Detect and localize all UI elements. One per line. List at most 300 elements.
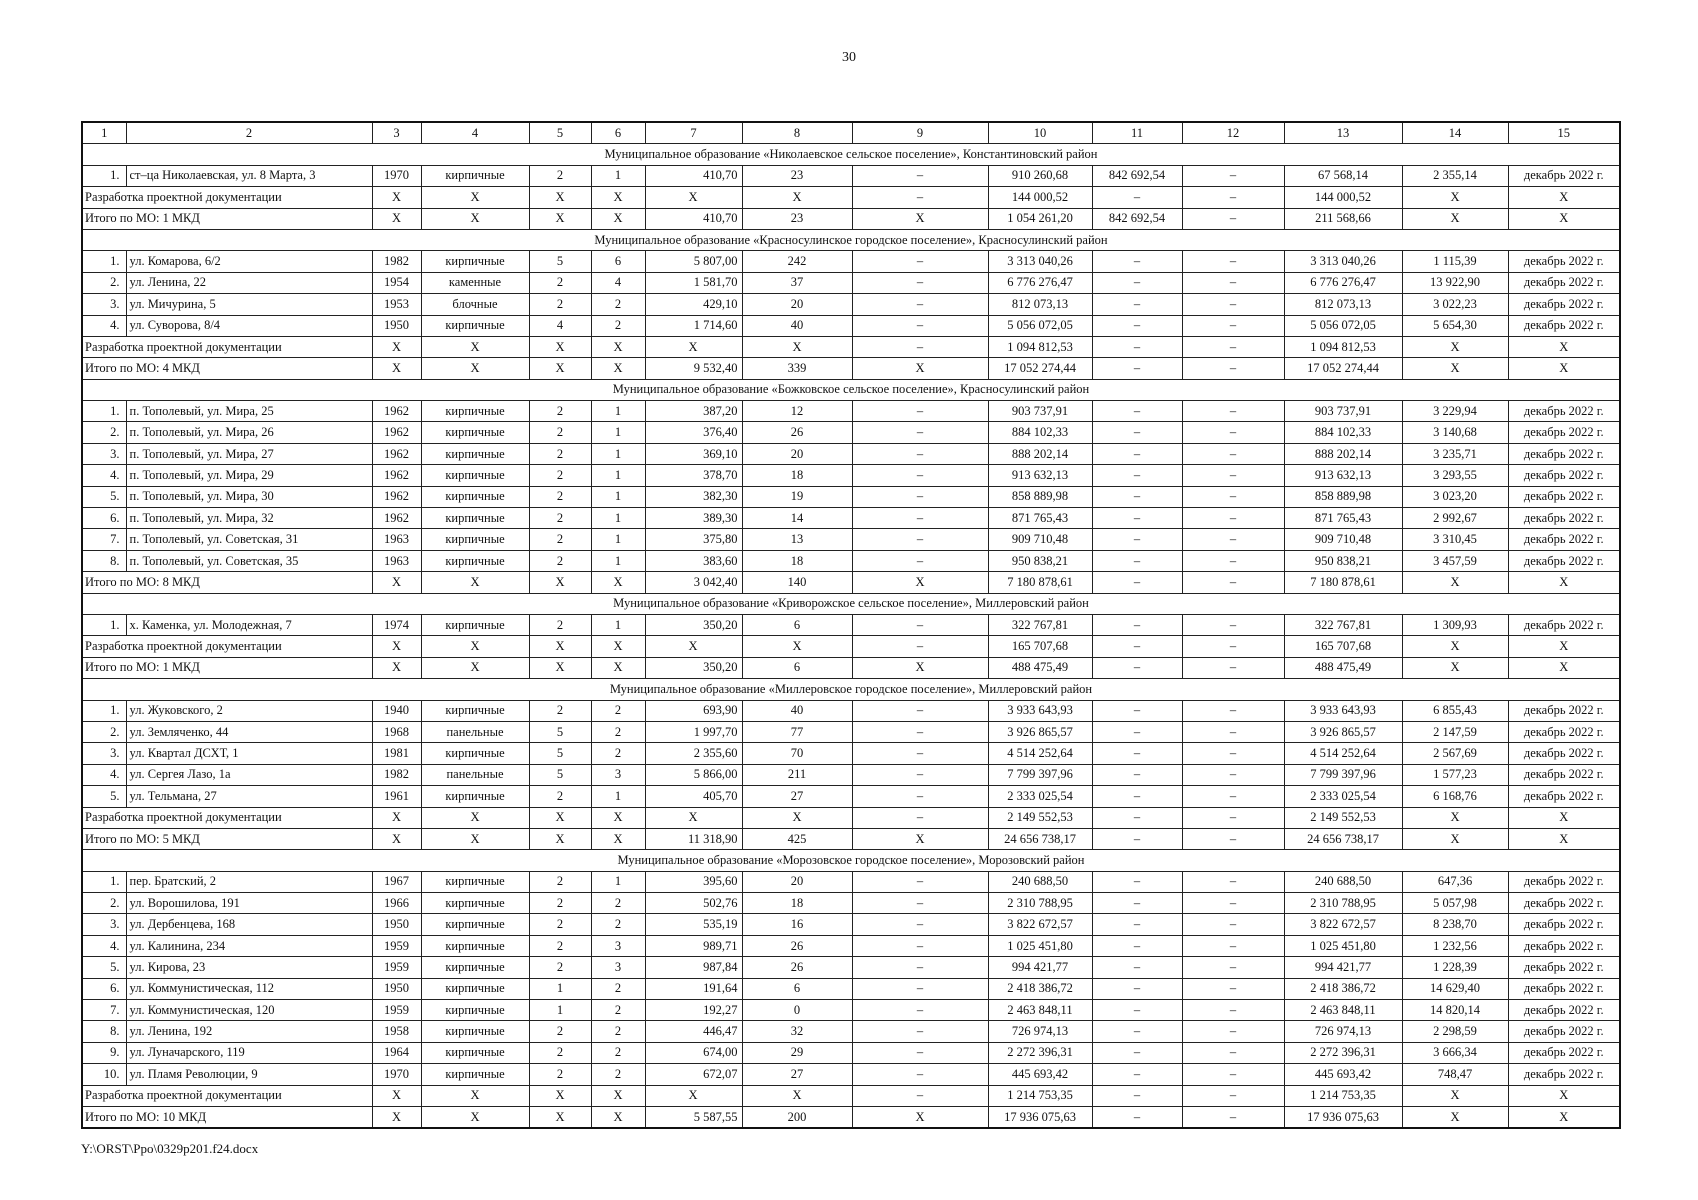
table-cell: ул. Суворова, 8/4: [126, 315, 372, 336]
table-cell: 387,20: [645, 401, 742, 422]
table-cell: 3 666,34: [1402, 1042, 1508, 1063]
table-cell: 2: [529, 294, 591, 315]
table-cell: декабрь 2022 г.: [1508, 614, 1620, 635]
table-cell: 5: [529, 721, 591, 742]
table-cell: –: [1092, 550, 1182, 571]
table-cell: Итого по МО: 8 МКД: [82, 572, 372, 593]
table-cell: 748,47: [1402, 1064, 1508, 1085]
header-cell: 8: [742, 122, 852, 144]
table-cell: –: [1182, 1042, 1284, 1063]
table-cell: 6.: [82, 978, 126, 999]
table-cell: 375,80: [645, 529, 742, 550]
table-cell: X: [852, 358, 988, 379]
table-cell: 37: [742, 272, 852, 293]
table-cell: X: [372, 208, 421, 229]
table-cell: X: [529, 358, 591, 379]
table-cell: 987,84: [645, 957, 742, 978]
header-cell: 1: [82, 122, 126, 144]
table-cell: 7 180 878,61: [988, 572, 1092, 593]
table-cell: X: [591, 636, 645, 657]
table-cell: –: [1182, 294, 1284, 315]
table-cell: 18: [742, 893, 852, 914]
table-cell: –: [1092, 957, 1182, 978]
table-cell: 445 693,42: [1284, 1064, 1402, 1085]
table-cell: 2: [529, 786, 591, 807]
table-cell: X: [852, 657, 988, 678]
table-cell: декабрь 2022 г.: [1508, 1064, 1620, 1085]
table-cell: X: [372, 572, 421, 593]
table-cell: декабрь 2022 г.: [1508, 550, 1620, 571]
table-cell: X: [421, 807, 529, 828]
table-cell: 11 318,90: [645, 828, 742, 849]
table-cell: 1982: [372, 251, 421, 272]
table-cell: X: [1402, 1085, 1508, 1106]
table-cell: 884 102,33: [988, 422, 1092, 443]
table-cell: –: [1092, 978, 1182, 999]
table-cell: –: [1092, 187, 1182, 208]
table-cell: кирпичные: [421, 700, 529, 721]
table-cell: 693,90: [645, 700, 742, 721]
table-cell: Итого по МО: 1 МКД: [82, 657, 372, 678]
total-row: [82, 358, 1620, 379]
table-cell: –: [852, 1021, 988, 1042]
table-cell: п. Тополевый, ул. Мира, 25: [126, 401, 372, 422]
table-cell: 1: [591, 486, 645, 507]
table-cell: –: [1092, 1106, 1182, 1128]
table-cell: –: [1092, 807, 1182, 828]
table-cell: Итого по МО: 1 МКД: [82, 208, 372, 229]
design-docs-row: [82, 807, 1620, 828]
table-cell: –: [852, 871, 988, 892]
table-cell: 6 776 276,47: [988, 272, 1092, 293]
table-cell: 17 936 075,63: [1284, 1106, 1402, 1128]
table-cell: 14: [742, 508, 852, 529]
table-cell: п. Тополевый, ул. Мира, 26: [126, 422, 372, 443]
table-cell: декабрь 2022 г.: [1508, 786, 1620, 807]
table-cell: 1962: [372, 508, 421, 529]
table-cell: 910 260,68: [988, 165, 1092, 186]
table-cell: X: [1508, 657, 1620, 678]
table-cell: декабрь 2022 г.: [1508, 978, 1620, 999]
header-cell: 15: [1508, 122, 1620, 144]
table-cell: кирпичные: [421, 315, 529, 336]
table-cell: X: [421, 1106, 529, 1128]
table-cell: 1 997,70: [645, 721, 742, 742]
table-cell: –: [1182, 358, 1284, 379]
table-cell: 446,47: [645, 1021, 742, 1042]
table-cell: 1940: [372, 700, 421, 721]
table-cell: кирпичные: [421, 871, 529, 892]
table-cell: 7 799 397,96: [1284, 764, 1402, 785]
table-cell: 1953: [372, 294, 421, 315]
table-cell: 77: [742, 721, 852, 742]
table-cell: X: [1402, 572, 1508, 593]
table-cell: 1: [591, 529, 645, 550]
table-cell: 425: [742, 828, 852, 849]
table-cell: 16: [742, 914, 852, 935]
table-cell: 3.: [82, 294, 126, 315]
table-cell: –: [1182, 636, 1284, 657]
table-cell: –: [852, 764, 988, 785]
table-cell: 1968: [372, 721, 421, 742]
table-cell: 3 926 865,57: [1284, 721, 1402, 742]
table-cell: кирпичные: [421, 465, 529, 486]
table-cell: X: [372, 636, 421, 657]
table-cell: кирпичные: [421, 1021, 529, 1042]
table-cell: X: [645, 807, 742, 828]
table-row: [82, 165, 1620, 186]
table-cell: кирпичные: [421, 743, 529, 764]
table-cell: 7.: [82, 1000, 126, 1021]
table-cell: 1974: [372, 614, 421, 635]
table-cell: 1959: [372, 935, 421, 956]
table-cell: 2 272 396,31: [1284, 1042, 1402, 1063]
table-cell: X: [529, 1085, 591, 1106]
table-cell: –: [1182, 208, 1284, 229]
table-cell: 903 737,91: [1284, 401, 1402, 422]
table-cell: –: [1092, 465, 1182, 486]
table-cell: декабрь 2022 г.: [1508, 871, 1620, 892]
table-cell: X: [591, 1106, 645, 1128]
section-title-row: [82, 593, 1620, 614]
table-row: [82, 935, 1620, 956]
table-cell: 2: [591, 1021, 645, 1042]
table-cell: –: [1092, 1042, 1182, 1063]
table-cell: 2: [591, 978, 645, 999]
table-cell: 1966: [372, 893, 421, 914]
table-row: [82, 786, 1620, 807]
table-cell: 2 310 788,95: [988, 893, 1092, 914]
table-cell: 410,70: [645, 165, 742, 186]
table-cell: X: [1508, 828, 1620, 849]
table-cell: 1.: [82, 700, 126, 721]
table-cell: 5 056 072,05: [988, 315, 1092, 336]
table-cell: панельные: [421, 721, 529, 742]
table-cell: 211 568,66: [1284, 208, 1402, 229]
table-cell: 5.: [82, 786, 126, 807]
table-cell: 4.: [82, 465, 126, 486]
table-cell: X: [1402, 657, 1508, 678]
table-cell: кирпичные: [421, 614, 529, 635]
table-cell: 842 692,54: [1092, 165, 1182, 186]
table-cell: 871 765,43: [1284, 508, 1402, 529]
table-cell: –: [1092, 508, 1182, 529]
table-cell: 2: [529, 422, 591, 443]
table-cell: 3 293,55: [1402, 465, 1508, 486]
table-cell: 812 073,13: [1284, 294, 1402, 315]
table-cell: –: [1092, 914, 1182, 935]
header-cell: 2: [126, 122, 372, 144]
table-cell: 1: [591, 465, 645, 486]
table-cell: ул. Тельмана, 27: [126, 786, 372, 807]
table-cell: –: [852, 315, 988, 336]
table-cell: 1: [591, 508, 645, 529]
table-cell: 3: [591, 935, 645, 956]
table-cell: 994 421,77: [988, 957, 1092, 978]
table-cell: –: [1182, 1064, 1284, 1085]
table-cell: –: [1182, 657, 1284, 678]
table-cell: –: [852, 786, 988, 807]
table-cell: декабрь 2022 г.: [1508, 443, 1620, 464]
table-cell: Разработка проектной документации: [82, 187, 372, 208]
section-title: Муниципальное образование «Криворожское сельское поселение», Миллеровский район: [82, 593, 1620, 614]
table-cell: –: [1092, 1021, 1182, 1042]
header-cell: 4: [421, 122, 529, 144]
table-row: [82, 1000, 1620, 1021]
table-cell: –: [1182, 465, 1284, 486]
table-cell: 3 926 865,57: [988, 721, 1092, 742]
table-cell: ул. Пламя Революции, 9: [126, 1064, 372, 1085]
table-cell: 5: [529, 764, 591, 785]
table-cell: 240 688,50: [1284, 871, 1402, 892]
table-cell: 40: [742, 700, 852, 721]
table-cell: 903 737,91: [988, 401, 1092, 422]
table-cell: 1 115,39: [1402, 251, 1508, 272]
table-cell: декабрь 2022 г.: [1508, 1000, 1620, 1021]
table-cell: 5 587,55: [645, 1106, 742, 1128]
table-cell: X: [529, 208, 591, 229]
table-cell: 165 707,68: [988, 636, 1092, 657]
table-cell: 2 298,59: [1402, 1021, 1508, 1042]
table-cell: 3.: [82, 443, 126, 464]
table-cell: декабрь 2022 г.: [1508, 272, 1620, 293]
table-cell: 6.: [82, 508, 126, 529]
table-cell: X: [1402, 807, 1508, 828]
table-cell: 3 042,40: [645, 572, 742, 593]
table-cell: X: [421, 1085, 529, 1106]
table-cell: 1 577,23: [1402, 764, 1508, 785]
table-cell: 2 418 386,72: [988, 978, 1092, 999]
table-cell: кирпичные: [421, 529, 529, 550]
table-cell: X: [421, 828, 529, 849]
table-cell: 2: [529, 529, 591, 550]
table-cell: X: [529, 828, 591, 849]
table-cell: –: [1092, 1085, 1182, 1106]
table-cell: X: [591, 187, 645, 208]
table-cell: 1964: [372, 1042, 421, 1063]
table-cell: –: [1182, 251, 1284, 272]
table-cell: 5 807,00: [645, 251, 742, 272]
table-cell: –: [852, 978, 988, 999]
table-cell: кирпичные: [421, 935, 529, 956]
table-cell: 1962: [372, 443, 421, 464]
table-row: [82, 272, 1620, 293]
table-cell: X: [742, 636, 852, 657]
table-cell: ул. Жуковского, 2: [126, 700, 372, 721]
table-cell: ст–ца Николаевская, ул. 8 Марта, 3: [126, 165, 372, 186]
table-cell: 2: [591, 721, 645, 742]
table-cell: 2 355,14: [1402, 165, 1508, 186]
table-cell: X: [372, 187, 421, 208]
table-cell: –: [852, 443, 988, 464]
table-cell: 200: [742, 1106, 852, 1128]
table-cell: кирпичные: [421, 443, 529, 464]
table-cell: 1959: [372, 957, 421, 978]
table-cell: 19: [742, 486, 852, 507]
table-cell: 6: [742, 657, 852, 678]
table-cell: 67 568,14: [1284, 165, 1402, 186]
table-cell: X: [421, 358, 529, 379]
table-cell: X: [529, 807, 591, 828]
table-cell: 1962: [372, 465, 421, 486]
header-cell: 13: [1284, 122, 1402, 144]
table-cell: х. Каменка, ул. Молодежная, 7: [126, 614, 372, 635]
table-cell: 2: [529, 508, 591, 529]
table-cell: 3 022,23: [1402, 294, 1508, 315]
table-cell: 10.: [82, 1064, 126, 1085]
section-title-row: [82, 144, 1620, 165]
table-cell: 950 838,21: [988, 550, 1092, 571]
table-cell: 1.: [82, 165, 126, 186]
table-cell: 1 054 261,20: [988, 208, 1092, 229]
table-row: [82, 486, 1620, 507]
table-cell: 5 654,30: [1402, 315, 1508, 336]
table-cell: 2: [529, 914, 591, 935]
table-cell: 1: [591, 786, 645, 807]
table-cell: кирпичные: [421, 978, 529, 999]
table-cell: –: [852, 807, 988, 828]
table-cell: –: [852, 336, 988, 357]
table-cell: декабрь 2022 г.: [1508, 294, 1620, 315]
table-cell: п. Тополевый, ул. Мира, 30: [126, 486, 372, 507]
table-cell: 144 000,52: [1284, 187, 1402, 208]
table-cell: 726 974,13: [1284, 1021, 1402, 1042]
table-cell: X: [852, 208, 988, 229]
table-cell: кирпичные: [421, 957, 529, 978]
table-body: [82, 122, 1620, 1128]
table-cell: 1967: [372, 871, 421, 892]
table-cell: декабрь 2022 г.: [1508, 401, 1620, 422]
table-cell: декабрь 2022 г.: [1508, 700, 1620, 721]
table-cell: 191,64: [645, 978, 742, 999]
table-row: [82, 764, 1620, 785]
table-cell: X: [1402, 187, 1508, 208]
table-cell: ул. Ворошилова, 191: [126, 893, 372, 914]
table-row: [82, 508, 1620, 529]
table-cell: –: [1092, 294, 1182, 315]
table-cell: 8.: [82, 550, 126, 571]
table-cell: 884 102,33: [1284, 422, 1402, 443]
table-cell: 17 052 274,44: [1284, 358, 1402, 379]
table-cell: 3.: [82, 914, 126, 935]
table-cell: 140: [742, 572, 852, 593]
table-cell: –: [852, 721, 988, 742]
table-cell: –: [1182, 1106, 1284, 1128]
table-cell: 242: [742, 251, 852, 272]
table-cell: X: [529, 187, 591, 208]
table-cell: X: [421, 572, 529, 593]
table-row: [82, 978, 1620, 999]
table-cell: 165 707,68: [1284, 636, 1402, 657]
table-cell: 950 838,21: [1284, 550, 1402, 571]
table-cell: 2: [529, 614, 591, 635]
table-cell: панельные: [421, 764, 529, 785]
table-cell: 9 532,40: [645, 358, 742, 379]
table-cell: –: [1182, 871, 1284, 892]
table-cell: 858 889,98: [1284, 486, 1402, 507]
table-cell: 144 000,52: [988, 187, 1092, 208]
table-cell: X: [742, 187, 852, 208]
table-cell: кирпичные: [421, 508, 529, 529]
table-cell: 2: [591, 315, 645, 336]
table-cell: 3 235,71: [1402, 443, 1508, 464]
table-cell: X: [1508, 807, 1620, 828]
table-cell: 1 094 812,53: [988, 336, 1092, 357]
table-cell: –: [1182, 315, 1284, 336]
table-cell: –: [1182, 957, 1284, 978]
table-cell: 989,71: [645, 935, 742, 956]
table-cell: –: [1092, 315, 1182, 336]
table-cell: 6: [742, 614, 852, 635]
table-cell: 382,30: [645, 486, 742, 507]
table-cell: –: [852, 1085, 988, 1106]
table-row: [82, 550, 1620, 571]
table-cell: –: [852, 508, 988, 529]
table-cell: 5 057,98: [1402, 893, 1508, 914]
table-cell: кирпичные: [421, 1042, 529, 1063]
header-cell: 12: [1182, 122, 1284, 144]
table-row: [82, 700, 1620, 721]
table-cell: 1 309,93: [1402, 614, 1508, 635]
table-row: [82, 743, 1620, 764]
table-cell: 369,10: [645, 443, 742, 464]
table-cell: ул. Коммунистическая, 112: [126, 978, 372, 999]
design-docs-row: [82, 336, 1620, 357]
table-cell: 12: [742, 401, 852, 422]
table-cell: 26: [742, 957, 852, 978]
table-cell: –: [1182, 187, 1284, 208]
table-cell: 2: [591, 294, 645, 315]
table-cell: –: [852, 165, 988, 186]
table-cell: 1 214 753,35: [1284, 1085, 1402, 1106]
table-row: [82, 1021, 1620, 1042]
table-cell: 26: [742, 935, 852, 956]
table-cell: 1 232,56: [1402, 935, 1508, 956]
table-cell: п. Тополевый, ул. Советская, 35: [126, 550, 372, 571]
table-cell: –: [1182, 786, 1284, 807]
table-cell: 888 202,14: [1284, 443, 1402, 464]
table-cell: Разработка проектной документации: [82, 336, 372, 357]
table-cell: 1959: [372, 1000, 421, 1021]
table-cell: 1950: [372, 315, 421, 336]
table-cell: –: [1092, 700, 1182, 721]
table-cell: 1: [591, 443, 645, 464]
table-row: [82, 614, 1620, 635]
table-cell: 1: [529, 978, 591, 999]
table-cell: 32: [742, 1021, 852, 1042]
table-cell: –: [1182, 893, 1284, 914]
table-cell: –: [1092, 272, 1182, 293]
table-cell: X: [591, 807, 645, 828]
table-cell: 192,27: [645, 1000, 742, 1021]
total-row: [82, 208, 1620, 229]
table-cell: 5.: [82, 957, 126, 978]
total-row: [82, 1106, 1620, 1128]
header-cell: 7: [645, 122, 742, 144]
table-cell: 6: [742, 978, 852, 999]
table-cell: 3 310,45: [1402, 529, 1508, 550]
table-cell: –: [1092, 251, 1182, 272]
table-cell: X: [591, 828, 645, 849]
table-cell: X: [1508, 636, 1620, 657]
table-row: [82, 1064, 1620, 1085]
table-cell: 3 140,68: [1402, 422, 1508, 443]
section-title-row: [82, 679, 1620, 700]
table-cell: блочные: [421, 294, 529, 315]
table-cell: X: [372, 807, 421, 828]
table-cell: –: [1092, 657, 1182, 678]
header-cell: 10: [988, 122, 1092, 144]
